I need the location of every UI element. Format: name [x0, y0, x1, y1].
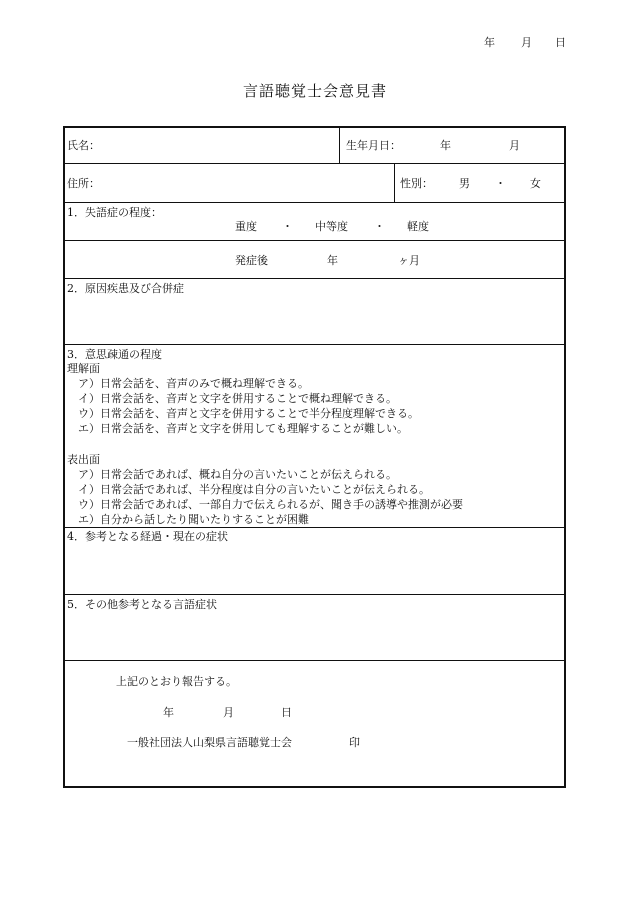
- dob-month-label: 月: [509, 139, 520, 152]
- row-divider: [63, 594, 566, 595]
- header-year-label: 年: [484, 36, 495, 49]
- name-label: 氏名：: [67, 139, 100, 152]
- comprehension-item: エ）日常会話を、音声と文字を併用しても理解することが難しい。: [78, 422, 408, 435]
- comprehension-item: ア）日常会話を、音声のみで概ね理解できる。: [78, 377, 309, 390]
- section4-heading: 4．参考となる経過・現在の症状: [67, 530, 228, 543]
- report-statement: 上記のとおり報告する。: [116, 675, 237, 688]
- onset-label: 発症後: [235, 254, 268, 267]
- sign-day-label: 日: [281, 706, 292, 719]
- severity-moderate: 中等度: [315, 220, 348, 233]
- expression-item: イ）日常会話であれば、半分程度は自分の言いたいことが伝えられる。: [78, 483, 430, 496]
- severity-mild: 軽度: [407, 220, 429, 233]
- organization-name: 一般社団法人山梨県言語聴覚士会: [127, 736, 292, 749]
- expression-item: ア）日常会話であれば、概ね自分の言いたいことが伝えられる。: [78, 468, 397, 481]
- sign-year-label: 年: [163, 706, 174, 719]
- comprehension-item: イ）日常会話を、音声と文字を併用することで概ね理解できる。: [78, 392, 397, 405]
- dob-year-label: 年: [440, 139, 451, 152]
- header-day-label: 日: [555, 36, 566, 49]
- row-divider: [63, 163, 566, 164]
- row-divider: [63, 202, 566, 203]
- dob-label: 生年月日：: [346, 139, 401, 152]
- expression-item: ウ）日常会話であれば、一部自力で伝えられるが、聞き手の誘導や推測が必要: [78, 498, 463, 511]
- separator-dot: ・: [495, 177, 506, 190]
- separator-dot: ・: [282, 220, 293, 233]
- sex-option-female: 女: [530, 177, 541, 190]
- comprehension-label: 理解面: [67, 362, 100, 375]
- row-divider: [63, 240, 566, 241]
- address-label: 住所：: [67, 177, 100, 190]
- severity-severe: 重度: [235, 220, 257, 233]
- seal-label: 印: [349, 736, 360, 749]
- section3-heading: 3．意思疎通の程度: [67, 348, 162, 361]
- row-divider: [63, 527, 566, 528]
- expression-item: エ）自分から話したり聞いたりすることが困難: [78, 513, 309, 526]
- expression-label: 表出面: [67, 453, 100, 466]
- page-title: 言語聴覚士会意見書: [242, 82, 387, 100]
- section1-heading: 1．失語症の程度：: [67, 206, 162, 219]
- header-month-label: 月: [521, 36, 532, 49]
- comprehension-item: ウ）日常会話を、音声と文字を併用することで半分程度理解できる。: [78, 407, 419, 420]
- separator-dot: ・: [374, 220, 385, 233]
- sex-label: 性別：: [400, 177, 433, 190]
- sex-option-male: 男: [459, 177, 470, 190]
- column-divider: [339, 126, 340, 164]
- sign-month-label: 月: [223, 706, 234, 719]
- section2-heading: 2．原因疾患及び合併症: [67, 282, 184, 295]
- row-divider: [63, 344, 566, 345]
- column-divider: [394, 163, 395, 203]
- onset-month-label: ヶ月: [398, 254, 420, 267]
- onset-year-label: 年: [327, 254, 338, 267]
- section5-heading: 5．その他参考となる言語症状: [67, 598, 217, 611]
- row-divider: [63, 660, 566, 661]
- row-divider: [63, 278, 566, 279]
